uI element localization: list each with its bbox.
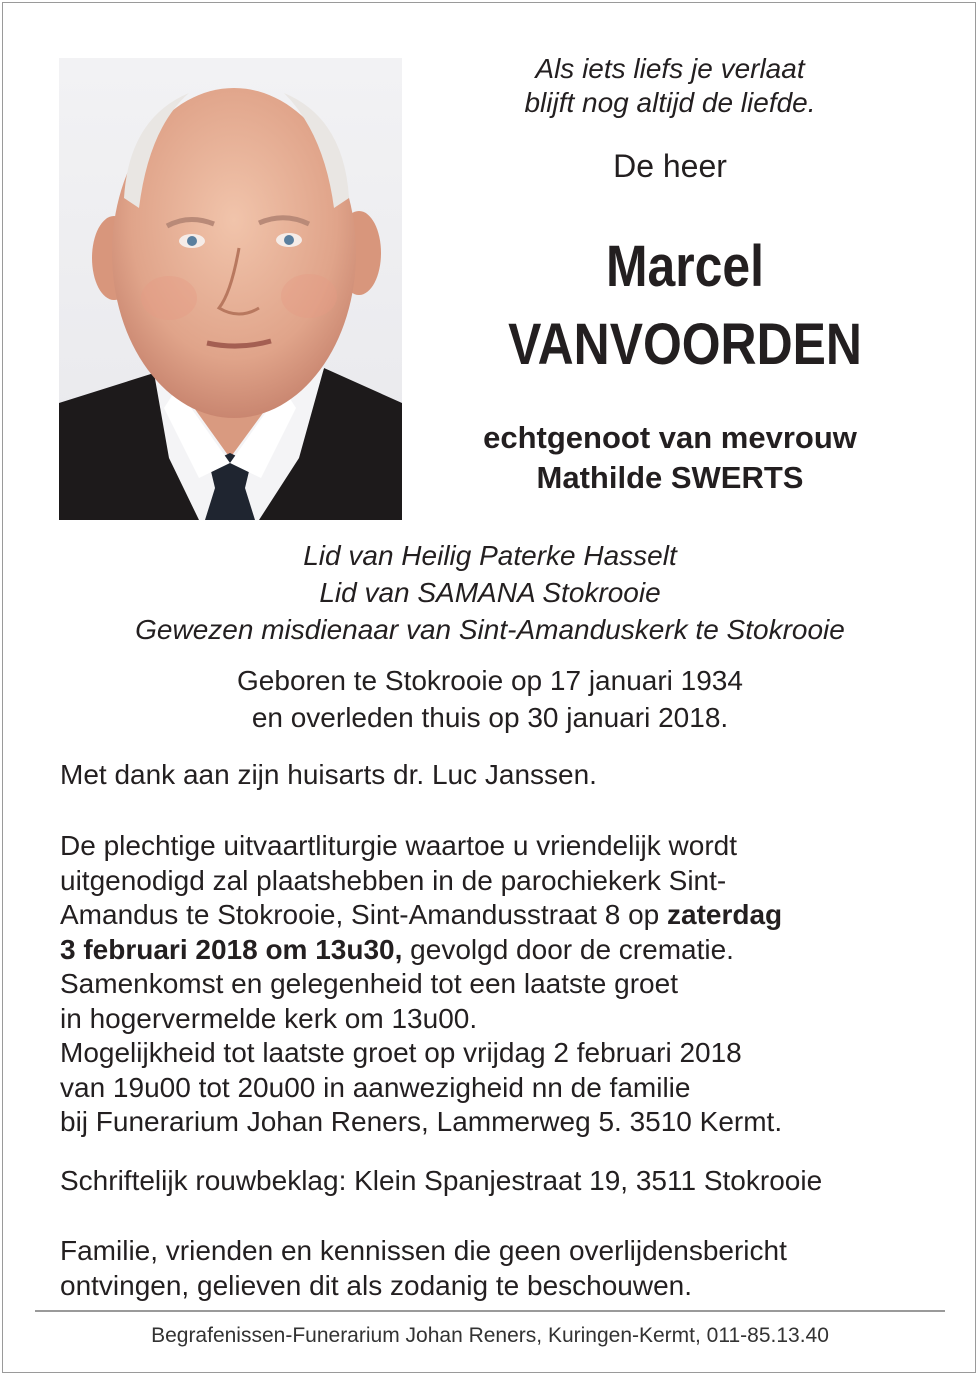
date-line: en overleden thuis op 30 januari 2018. (251, 702, 729, 733)
first-name: Marcel (605, 234, 765, 299)
ceremony-text (60, 829, 940, 1140)
spouse (440, 418, 900, 498)
notice-line: Familie, vrienden en kennissen die geen overlijdensbericht (60, 1235, 787, 1266)
deceased-name (474, 228, 895, 384)
funeral-home-footer: Begrafenissen-Funerarium Johan Reners, Kuringen-Kermt, 011-85.13.40 (151, 1324, 829, 1347)
ceremony-location: Amandus te Stokrooie, Sint-Amandusstraat 8 op (60, 899, 667, 930)
poem (440, 52, 900, 120)
date-line: Geboren te Stokrooie op 17 januari 1934 (237, 665, 743, 696)
honorific: De heer (613, 148, 727, 184)
ceremony-day: zaterdag (667, 899, 783, 930)
ceremony-line: De plechtige uitvaartliturgie waartoe u vriendelijk wordt (60, 830, 738, 861)
spouse-line: echtgenoot van mevrouw (483, 420, 857, 455)
ceremony-line (60, 898, 940, 933)
ceremony-cremation: gevolgd door de crematie. (402, 933, 734, 965)
membership-line: Gewezen misdienaar van Sint-Amanduskerk te Stokrooie (135, 614, 845, 645)
family-notice (60, 1234, 940, 1303)
ceremony-line: bij Funerarium Johan Reners, Lammerweg 5. 3510 Kermt. (60, 1106, 783, 1137)
spouse-line: Mathilde SWERTS (536, 460, 804, 495)
last-name: VANVOORDEN (508, 312, 862, 377)
poem-line: blijft nog altijd de liefde. (524, 87, 816, 118)
membership-line: Lid van SAMANA Stokrooie (319, 577, 661, 608)
portrait-photo (59, 58, 402, 520)
memberships (40, 537, 940, 648)
birth-death-dates (40, 662, 940, 736)
ceremony-date-time: 3 februari 2018 om 13u30, (60, 933, 403, 965)
ceremony-line (60, 933, 940, 968)
notice-line: ontvingen, gelieven dit als zodanig te beschouwen. (60, 1269, 692, 1301)
ceremony-line: uitgenodigd zal plaatshebben in de parochiekerk Sint- (60, 864, 727, 896)
ceremony-line: in hogervermelde kerk om 13u00. (60, 1002, 478, 1034)
ceremony-line: van 19u00 tot 20u00 in aanwezigheid nn de familie (60, 1071, 691, 1103)
footer-divider (35, 1310, 945, 1312)
membership-line: Lid van Heilig Paterke Hasselt (303, 540, 677, 571)
condolence-address: Schriftelijk rouwbeklag: Klein Spanjestraat 19, 3511 Stokrooie (60, 1165, 823, 1196)
thanks-text: Met dank aan zijn huisarts dr. Luc Janssen. (60, 759, 597, 790)
poem-line: Als iets liefs je verlaat (535, 53, 805, 84)
ceremony-line: Samenkomst en gelegenheid tot een laatste groet (60, 968, 678, 999)
ceremony-line: Mogelijkheid tot laatste groet op vrijdag 2 februari 2018 (60, 1037, 742, 1068)
